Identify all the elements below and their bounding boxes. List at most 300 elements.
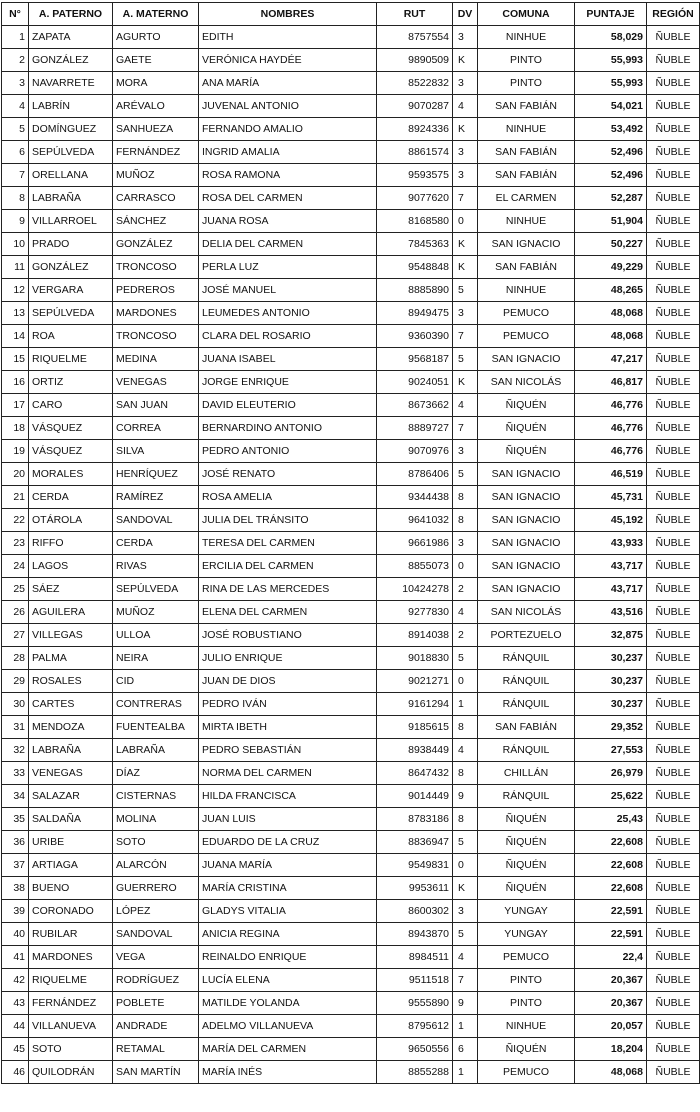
table-row xyxy=(2,141,700,164)
paternal-surname-cell: GONZÁLEZ xyxy=(29,49,113,72)
score-cell: 30,237 xyxy=(575,647,647,670)
region-cell: ÑUBLE xyxy=(647,371,700,394)
table-row xyxy=(2,693,700,716)
dv-cell: 4 xyxy=(453,946,478,969)
table-row xyxy=(2,647,700,670)
commune-cell: NINHUE xyxy=(478,118,575,141)
table-row xyxy=(2,1061,700,1084)
table-row xyxy=(2,463,700,486)
table-row xyxy=(2,509,700,532)
rut-cell: 8757554 xyxy=(377,26,453,49)
table-row xyxy=(2,302,700,325)
paternal-surname-cell: SALDAÑA xyxy=(29,808,113,831)
rut-cell: 9953611 xyxy=(377,877,453,900)
table-row xyxy=(2,670,700,693)
dv-cell: 8 xyxy=(453,716,478,739)
paternal-surname-cell: MARDONES xyxy=(29,946,113,969)
maternal-surname-cell: SOTO xyxy=(113,831,199,854)
commune-cell: YUNGAY xyxy=(478,900,575,923)
row-number-cell: 20 xyxy=(2,463,29,486)
names-cell: JOSÉ MANUEL xyxy=(199,279,377,302)
names-cell: PERLA LUZ xyxy=(199,256,377,279)
paternal-surname-cell: LAGOS xyxy=(29,555,113,578)
paternal-surname-cell: CERDA xyxy=(29,486,113,509)
rut-cell: 9070287 xyxy=(377,95,453,118)
maternal-surname-cell: SÁNCHEZ xyxy=(113,210,199,233)
region-cell: ÑUBLE xyxy=(647,72,700,95)
names-cell: ROSA DEL CARMEN xyxy=(199,187,377,210)
commune-cell: ÑIQUÉN xyxy=(478,417,575,440)
maternal-surname-cell: LÓPEZ xyxy=(113,900,199,923)
rut-cell: 9641032 xyxy=(377,509,453,532)
row-number-cell: 22 xyxy=(2,509,29,532)
commune-cell: SAN IGNACIO xyxy=(478,233,575,256)
dv-cell: 3 xyxy=(453,440,478,463)
rut-cell: 8168580 xyxy=(377,210,453,233)
dv-cell: 5 xyxy=(453,647,478,670)
table-row xyxy=(2,325,700,348)
region-cell: ÑUBLE xyxy=(647,95,700,118)
maternal-surname-cell: GONZÁLEZ xyxy=(113,233,199,256)
names-cell: NORMA DEL CARMEN xyxy=(199,762,377,785)
region-cell: ÑUBLE xyxy=(647,854,700,877)
row-number-cell: 18 xyxy=(2,417,29,440)
rut-cell: 8855073 xyxy=(377,555,453,578)
score-cell: 51,904 xyxy=(575,210,647,233)
rut-cell: 9024051 xyxy=(377,371,453,394)
score-cell: 55,993 xyxy=(575,49,647,72)
names-cell: MIRTA IBETH xyxy=(199,716,377,739)
names-cell: MARÍA DEL CARMEN xyxy=(199,1038,377,1061)
row-number-cell: 12 xyxy=(2,279,29,302)
maternal-surname-cell: ARÉVALO xyxy=(113,95,199,118)
region-cell: ÑUBLE xyxy=(647,118,700,141)
commune-cell: RÁNQUIL xyxy=(478,670,575,693)
paternal-surname-cell: VÁSQUEZ xyxy=(29,417,113,440)
table-row xyxy=(2,95,700,118)
dv-cell: 1 xyxy=(453,693,478,716)
row-number-cell: 19 xyxy=(2,440,29,463)
paternal-surname-cell: VÁSQUEZ xyxy=(29,440,113,463)
region-cell: ÑUBLE xyxy=(647,532,700,555)
paternal-surname-cell: FERNÁNDEZ xyxy=(29,992,113,1015)
names-cell: MATILDE YOLANDA xyxy=(199,992,377,1015)
table-row xyxy=(2,923,700,946)
names-cell: EDUARDO DE LA CRUZ xyxy=(199,831,377,854)
dv-cell: 3 xyxy=(453,302,478,325)
rut-cell: 8889727 xyxy=(377,417,453,440)
maternal-surname-cell: GAETE xyxy=(113,49,199,72)
score-cell: 25,622 xyxy=(575,785,647,808)
row-number-cell: 5 xyxy=(2,118,29,141)
header-names: NOMBRES xyxy=(199,3,377,26)
rut-cell: 9344438 xyxy=(377,486,453,509)
header-rut: RUT xyxy=(377,3,453,26)
score-cell: 32,875 xyxy=(575,624,647,647)
paternal-surname-cell: GONZÁLEZ xyxy=(29,256,113,279)
paternal-surname-cell: LABRÍN xyxy=(29,95,113,118)
paternal-surname-cell: ORTIZ xyxy=(29,371,113,394)
rut-cell: 9185615 xyxy=(377,716,453,739)
row-number-cell: 32 xyxy=(2,739,29,762)
commune-cell: PEMUCO xyxy=(478,325,575,348)
score-cell: 52,496 xyxy=(575,164,647,187)
score-cell: 20,367 xyxy=(575,992,647,1015)
row-number-cell: 27 xyxy=(2,624,29,647)
paternal-surname-cell: ROSALES xyxy=(29,670,113,693)
maternal-surname-cell: CONTRERAS xyxy=(113,693,199,716)
table-row xyxy=(2,946,700,969)
row-number-cell: 41 xyxy=(2,946,29,969)
region-cell: ÑUBLE xyxy=(647,762,700,785)
row-number-cell: 9 xyxy=(2,210,29,233)
names-cell: MARÍA CRISTINA xyxy=(199,877,377,900)
rut-cell: 10424278 xyxy=(377,578,453,601)
dv-cell: 5 xyxy=(453,923,478,946)
rut-cell: 9070976 xyxy=(377,440,453,463)
results-table xyxy=(1,2,700,1084)
names-cell: ADELMO VILLANUEVA xyxy=(199,1015,377,1038)
region-cell: ÑUBLE xyxy=(647,210,700,233)
region-cell: ÑUBLE xyxy=(647,946,700,969)
names-cell: PEDRO ANTONIO xyxy=(199,440,377,463)
region-cell: ÑUBLE xyxy=(647,394,700,417)
table-row xyxy=(2,371,700,394)
score-cell: 43,717 xyxy=(575,555,647,578)
commune-cell: ÑIQUÉN xyxy=(478,854,575,877)
dv-cell: 7 xyxy=(453,969,478,992)
rut-cell: 8522832 xyxy=(377,72,453,95)
table-row xyxy=(2,831,700,854)
row-number-cell: 42 xyxy=(2,969,29,992)
commune-cell: SAN FABIÁN xyxy=(478,716,575,739)
names-cell: EDITH xyxy=(199,26,377,49)
row-number-cell: 25 xyxy=(2,578,29,601)
rut-cell: 8855288 xyxy=(377,1061,453,1084)
rut-cell: 8647432 xyxy=(377,762,453,785)
score-cell: 26,979 xyxy=(575,762,647,785)
names-cell: ELENA DEL CARMEN xyxy=(199,601,377,624)
dv-cell: 5 xyxy=(453,348,478,371)
maternal-surname-cell: PEDREROS xyxy=(113,279,199,302)
rut-cell: 9018830 xyxy=(377,647,453,670)
commune-cell: YUNGAY xyxy=(478,923,575,946)
rut-cell: 9277830 xyxy=(377,601,453,624)
maternal-surname-cell: FUENTEALBA xyxy=(113,716,199,739)
names-cell: PEDRO IVÁN xyxy=(199,693,377,716)
dv-cell: 1 xyxy=(453,1015,478,1038)
maternal-surname-cell: CISTERNAS xyxy=(113,785,199,808)
row-number-cell: 28 xyxy=(2,647,29,670)
names-cell: TERESA DEL CARMEN xyxy=(199,532,377,555)
table-row xyxy=(2,555,700,578)
commune-cell: NINHUE xyxy=(478,1015,575,1038)
paternal-surname-cell: AGUILERA xyxy=(29,601,113,624)
commune-cell: NINHUE xyxy=(478,279,575,302)
maternal-surname-cell: SANDOVAL xyxy=(113,923,199,946)
names-cell: VERÓNICA HAYDÉE xyxy=(199,49,377,72)
table-row xyxy=(2,785,700,808)
maternal-surname-cell: RODRÍGUEZ xyxy=(113,969,199,992)
names-cell: RINA DE LAS MERCEDES xyxy=(199,578,377,601)
table-row xyxy=(2,256,700,279)
dv-cell: K xyxy=(453,118,478,141)
dv-cell: K xyxy=(453,233,478,256)
table-row xyxy=(2,624,700,647)
maternal-surname-cell: CERDA xyxy=(113,532,199,555)
table-row xyxy=(2,417,700,440)
paternal-surname-cell: PRADO xyxy=(29,233,113,256)
names-cell: JUANA ISABEL xyxy=(199,348,377,371)
dv-cell: K xyxy=(453,256,478,279)
header-maternal-surname: A. MATERNO xyxy=(113,3,199,26)
region-cell: ÑUBLE xyxy=(647,739,700,762)
rut-cell: 9549831 xyxy=(377,854,453,877)
table-row xyxy=(2,279,700,302)
score-cell: 45,192 xyxy=(575,509,647,532)
region-cell: ÑUBLE xyxy=(647,969,700,992)
dv-cell: K xyxy=(453,371,478,394)
table-row xyxy=(2,808,700,831)
dv-cell: 0 xyxy=(453,555,478,578)
row-number-cell: 3 xyxy=(2,72,29,95)
commune-cell: PORTEZUELO xyxy=(478,624,575,647)
score-cell: 18,204 xyxy=(575,1038,647,1061)
maternal-surname-cell: SAN MARTÍN xyxy=(113,1061,199,1084)
paternal-surname-cell: RUBILAR xyxy=(29,923,113,946)
commune-cell: RÁNQUIL xyxy=(478,693,575,716)
dv-cell: 7 xyxy=(453,325,478,348)
maternal-surname-cell: MORA xyxy=(113,72,199,95)
commune-cell: SAN IGNACIO xyxy=(478,486,575,509)
dv-cell: 2 xyxy=(453,624,478,647)
paternal-surname-cell: ORELLANA xyxy=(29,164,113,187)
score-cell: 46,776 xyxy=(575,417,647,440)
score-cell: 30,237 xyxy=(575,670,647,693)
dv-cell: 5 xyxy=(453,831,478,854)
dv-cell: 7 xyxy=(453,417,478,440)
names-cell: JUANA MARÍA xyxy=(199,854,377,877)
score-cell: 43,933 xyxy=(575,532,647,555)
names-cell: JOSÉ ROBUSTIANO xyxy=(199,624,377,647)
paternal-surname-cell: BUENO xyxy=(29,877,113,900)
maternal-surname-cell: FERNÁNDEZ xyxy=(113,141,199,164)
paternal-surname-cell: URIBE xyxy=(29,831,113,854)
maternal-surname-cell: TRONCOSO xyxy=(113,256,199,279)
commune-cell: PEMUCO xyxy=(478,1061,575,1084)
names-cell: PEDRO SEBASTIÁN xyxy=(199,739,377,762)
commune-cell: NINHUE xyxy=(478,210,575,233)
row-number-cell: 40 xyxy=(2,923,29,946)
table-row xyxy=(2,164,700,187)
rut-cell: 8786406 xyxy=(377,463,453,486)
region-cell: ÑUBLE xyxy=(647,486,700,509)
dv-cell: 6 xyxy=(453,1038,478,1061)
region-cell: ÑUBLE xyxy=(647,302,700,325)
region-cell: ÑUBLE xyxy=(647,256,700,279)
maternal-surname-cell: SANHUEZA xyxy=(113,118,199,141)
region-cell: ÑUBLE xyxy=(647,831,700,854)
header-dv: DV xyxy=(453,3,478,26)
names-cell: LUCÍA ELENA xyxy=(199,969,377,992)
region-cell: ÑUBLE xyxy=(647,141,700,164)
rut-cell: 9161294 xyxy=(377,693,453,716)
region-cell: ÑUBLE xyxy=(647,670,700,693)
dv-cell: 3 xyxy=(453,72,478,95)
header-number: N° xyxy=(2,3,29,26)
paternal-surname-cell: PALMA xyxy=(29,647,113,670)
maternal-surname-cell: AGURTO xyxy=(113,26,199,49)
commune-cell: ÑIQUÉN xyxy=(478,877,575,900)
row-number-cell: 8 xyxy=(2,187,29,210)
names-cell: ANICIA REGINA xyxy=(199,923,377,946)
rut-cell: 9548848 xyxy=(377,256,453,279)
rut-cell: 9014449 xyxy=(377,785,453,808)
paternal-surname-cell: DOMÍNGUEZ xyxy=(29,118,113,141)
row-number-cell: 6 xyxy=(2,141,29,164)
paternal-surname-cell: SOTO xyxy=(29,1038,113,1061)
score-cell: 30,237 xyxy=(575,693,647,716)
dv-cell: 1 xyxy=(453,1061,478,1084)
commune-cell: PINTO xyxy=(478,72,575,95)
rut-cell: 8783186 xyxy=(377,808,453,831)
commune-cell: ÑIQUÉN xyxy=(478,440,575,463)
rut-cell: 8673662 xyxy=(377,394,453,417)
table-row xyxy=(2,486,700,509)
paternal-surname-cell: VILLANUEVA xyxy=(29,1015,113,1038)
table-row xyxy=(2,739,700,762)
region-cell: ÑUBLE xyxy=(647,417,700,440)
maternal-surname-cell: GUERRERO xyxy=(113,877,199,900)
dv-cell: 0 xyxy=(453,854,478,877)
region-cell: ÑUBLE xyxy=(647,164,700,187)
region-cell: ÑUBLE xyxy=(647,624,700,647)
row-number-cell: 43 xyxy=(2,992,29,1015)
commune-cell: SAN IGNACIO xyxy=(478,348,575,371)
row-number-cell: 14 xyxy=(2,325,29,348)
region-cell: ÑUBLE xyxy=(647,279,700,302)
table-row xyxy=(2,969,700,992)
row-number-cell: 37 xyxy=(2,854,29,877)
row-number-cell: 35 xyxy=(2,808,29,831)
paternal-surname-cell: RIQUELME xyxy=(29,348,113,371)
row-number-cell: 2 xyxy=(2,49,29,72)
commune-cell: SAN FABIÁN xyxy=(478,95,575,118)
rut-cell: 9021271 xyxy=(377,670,453,693)
maternal-surname-cell: SILVA xyxy=(113,440,199,463)
names-cell: JUAN LUIS xyxy=(199,808,377,831)
score-cell: 48,068 xyxy=(575,1061,647,1084)
commune-cell: SAN NICOLÁS xyxy=(478,601,575,624)
score-cell: 22,591 xyxy=(575,900,647,923)
paternal-surname-cell: VILLEGAS xyxy=(29,624,113,647)
commune-cell: SAN IGNACIO xyxy=(478,532,575,555)
paternal-surname-cell: SEPÚLVEDA xyxy=(29,141,113,164)
paternal-surname-cell: RIQUELME xyxy=(29,969,113,992)
names-cell: INGRID AMALIA xyxy=(199,141,377,164)
maternal-surname-cell: VENEGAS xyxy=(113,371,199,394)
region-cell: ÑUBLE xyxy=(647,1038,700,1061)
row-number-cell: 36 xyxy=(2,831,29,854)
dv-cell: 3 xyxy=(453,900,478,923)
names-cell: JORGE ENRIQUE xyxy=(199,371,377,394)
dv-cell: 4 xyxy=(453,739,478,762)
table-row xyxy=(2,187,700,210)
table-row xyxy=(2,348,700,371)
rut-cell: 8924336 xyxy=(377,118,453,141)
commune-cell: ÑIQUÉN xyxy=(478,808,575,831)
rut-cell: 8795612 xyxy=(377,1015,453,1038)
maternal-surname-cell: RAMÍREZ xyxy=(113,486,199,509)
table-row xyxy=(2,49,700,72)
score-cell: 46,519 xyxy=(575,463,647,486)
row-number-cell: 15 xyxy=(2,348,29,371)
rut-cell: 8885890 xyxy=(377,279,453,302)
region-cell: ÑUBLE xyxy=(647,1015,700,1038)
header-commune: COMUNA xyxy=(478,3,575,26)
row-number-cell: 26 xyxy=(2,601,29,624)
score-cell: 46,817 xyxy=(575,371,647,394)
paternal-surname-cell: CARTES xyxy=(29,693,113,716)
dv-cell: 8 xyxy=(453,486,478,509)
paternal-surname-cell: SEPÚLVEDA xyxy=(29,302,113,325)
rut-cell: 9650556 xyxy=(377,1038,453,1061)
paternal-surname-cell: OTÁROLA xyxy=(29,509,113,532)
paternal-surname-cell: MENDOZA xyxy=(29,716,113,739)
score-cell: 55,993 xyxy=(575,72,647,95)
region-cell: ÑUBLE xyxy=(647,555,700,578)
maternal-surname-cell: MUÑOZ xyxy=(113,164,199,187)
region-cell: ÑUBLE xyxy=(647,601,700,624)
table-row xyxy=(2,210,700,233)
score-cell: 45,731 xyxy=(575,486,647,509)
row-number-cell: 29 xyxy=(2,670,29,693)
dv-cell: K xyxy=(453,49,478,72)
maternal-surname-cell: TRONCOSO xyxy=(113,325,199,348)
names-cell: BERNARDINO ANTONIO xyxy=(199,417,377,440)
commune-cell: SAN NICOLÁS xyxy=(478,371,575,394)
region-cell: ÑUBLE xyxy=(647,578,700,601)
names-cell: CLARA DEL ROSARIO xyxy=(199,325,377,348)
rut-cell: 9077620 xyxy=(377,187,453,210)
row-number-cell: 38 xyxy=(2,877,29,900)
commune-cell: SAN FABIÁN xyxy=(478,141,575,164)
commune-cell: PINTO xyxy=(478,969,575,992)
dv-cell: 9 xyxy=(453,992,478,1015)
score-cell: 22,608 xyxy=(575,831,647,854)
names-cell: LEUMEDES ANTONIO xyxy=(199,302,377,325)
score-cell: 48,265 xyxy=(575,279,647,302)
region-cell: ÑUBLE xyxy=(647,785,700,808)
commune-cell: SAN IGNACIO xyxy=(478,463,575,486)
region-cell: ÑUBLE xyxy=(647,26,700,49)
commune-cell: RÁNQUIL xyxy=(478,739,575,762)
dv-cell: 8 xyxy=(453,509,478,532)
dv-cell: 7 xyxy=(453,187,478,210)
score-cell: 50,227 xyxy=(575,233,647,256)
score-cell: 49,229 xyxy=(575,256,647,279)
paternal-surname-cell: SALAZAR xyxy=(29,785,113,808)
row-number-cell: 10 xyxy=(2,233,29,256)
names-cell: FERNANDO AMALIO xyxy=(199,118,377,141)
rut-cell: 8836947 xyxy=(377,831,453,854)
row-number-cell: 4 xyxy=(2,95,29,118)
dv-cell: 4 xyxy=(453,601,478,624)
maternal-surname-cell: ALARCÓN xyxy=(113,854,199,877)
commune-cell: RÁNQUIL xyxy=(478,647,575,670)
row-number-cell: 31 xyxy=(2,716,29,739)
commune-cell: EL CARMEN xyxy=(478,187,575,210)
